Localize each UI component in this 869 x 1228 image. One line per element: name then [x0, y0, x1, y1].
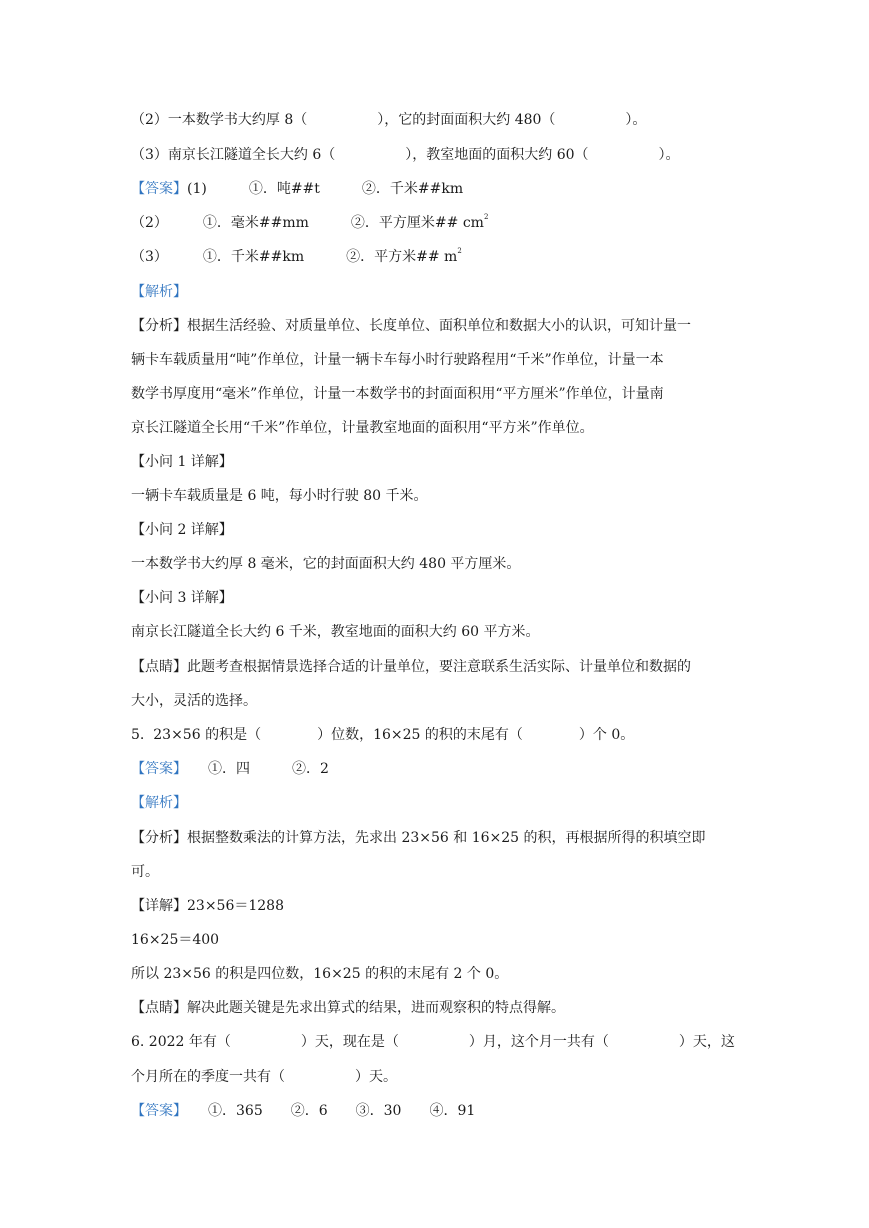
q5-analysis-line-2: 可。 — [131, 864, 159, 880]
subquestion-3-title: 【小问 3 详解】 — [131, 590, 233, 606]
q4-answer-3: （3） ①．千米##km ②．平方米## m — [131, 249, 458, 265]
superscript: 2 — [483, 213, 489, 221]
q5-answer-line — [131, 759, 739, 779]
q5-detail-line-1: 【详解】23×56＝1288 — [131, 898, 284, 914]
subquestion-1-title: 【小问 1 详解】 — [131, 454, 233, 470]
q4-analysis-line-3: 数学书厚度用“毫米”作单位，计量一本数学书的封面面积用“平方厘米”作单位，计量南 — [131, 386, 664, 402]
q6-question-line-2: 个月所在的季度一共有（ ）天。 — [131, 1069, 397, 1085]
q4-analysis-line-1: 【分析】根据生活经验、对质量单位、长度单位、面积单位和数据大小的认识，可知计量一 — [131, 318, 691, 334]
q4-dianjing-line-1: 【点睛】此题考查根据情景选择合适的计量单位，要注意联系生活实际、计量单位和数据的 — [131, 659, 691, 675]
jiexi-heading: 【解析】 — [131, 795, 187, 811]
q4-answer-2: （2） ①．毫米##mm ②．平方厘米## cm — [131, 215, 484, 231]
q6-question-line-1: 6. 2022 年有（ ）天，现在是（ ）月，这个月一共有（ ）天，这 — [131, 1034, 735, 1050]
q5-answer: ①．四 ②．2 — [180, 761, 329, 777]
subquestion-2-body: 一本数学书大约厚 8 毫米，它的封面面积大约 480 平方厘米。 — [131, 556, 521, 572]
q5-question: 5. 23×56 的积是（ ）位数，16×25 的积的末尾有（ ）个 0。 — [131, 727, 635, 743]
q5-analysis-line-1: 【分析】根据整数乘法的计算方法，先求出 23×56 和 16×25 的积，再根据所得的积填空即 — [131, 830, 706, 846]
q5-detail-line-2: 16×25＝400 — [131, 932, 220, 948]
answer-tag: 【答案】 — [131, 761, 180, 777]
subquestion-1-body: 一辆卡车载质量是 6 吨，每小时行驶 80 千米。 — [131, 488, 428, 504]
answer-tag: 【答案】 — [131, 1103, 180, 1119]
q4-analysis-line-2: 辆卡车载质量用“吨”作单位，计量一辆卡车每小时行驶路程用“千米”作单位，计量一本 — [131, 352, 664, 368]
q4-answer-1: (1) ①．吨##t ②．千米##km — [187, 181, 464, 197]
q4-answer-line-1 — [131, 179, 739, 199]
subquestion-2-title: 【小问 2 详解】 — [131, 522, 233, 538]
q6-answer-line — [131, 1101, 739, 1121]
q4-subquestion-3: （3）南京长江隧道全长大约 6（ ），教室地面的面积大约 60（ ）。 — [131, 147, 680, 163]
jiexi-heading: 【解析】 — [131, 284, 187, 300]
q6-answer: ①．365 ②．6 ③．30 ④．91 — [180, 1103, 476, 1119]
q5-detail-line-3: 所以 23×56 的积是四位数，16×25 的积的末尾有 2 个 0。 — [131, 966, 509, 982]
q4-subquestion-2: （2）一本数学书大约厚 8（ ），它的封面面积大约 480（ ）。 — [131, 112, 647, 128]
q4-analysis-line-4: 京长江隧道全长用“千米”作单位，计量教室地面的面积用“平方米”作单位。 — [131, 420, 594, 436]
superscript: 2 — [457, 247, 462, 255]
q4-answer-line-2 — [131, 213, 739, 233]
q4-dianjing-line-2: 大小，灵活的选择。 — [131, 693, 257, 709]
subquestion-3-body: 南京长江隧道全长大约 6 千米，教室地面的面积大约 60 平方米。 — [131, 624, 540, 640]
answer-tag: 【答案】 — [131, 181, 187, 197]
q5-dianjing: 【点睛】解决此题关键是先求出算式的结果，进而观察积的特点得解。 — [131, 1000, 565, 1016]
q4-answer-line-3 — [131, 247, 739, 267]
